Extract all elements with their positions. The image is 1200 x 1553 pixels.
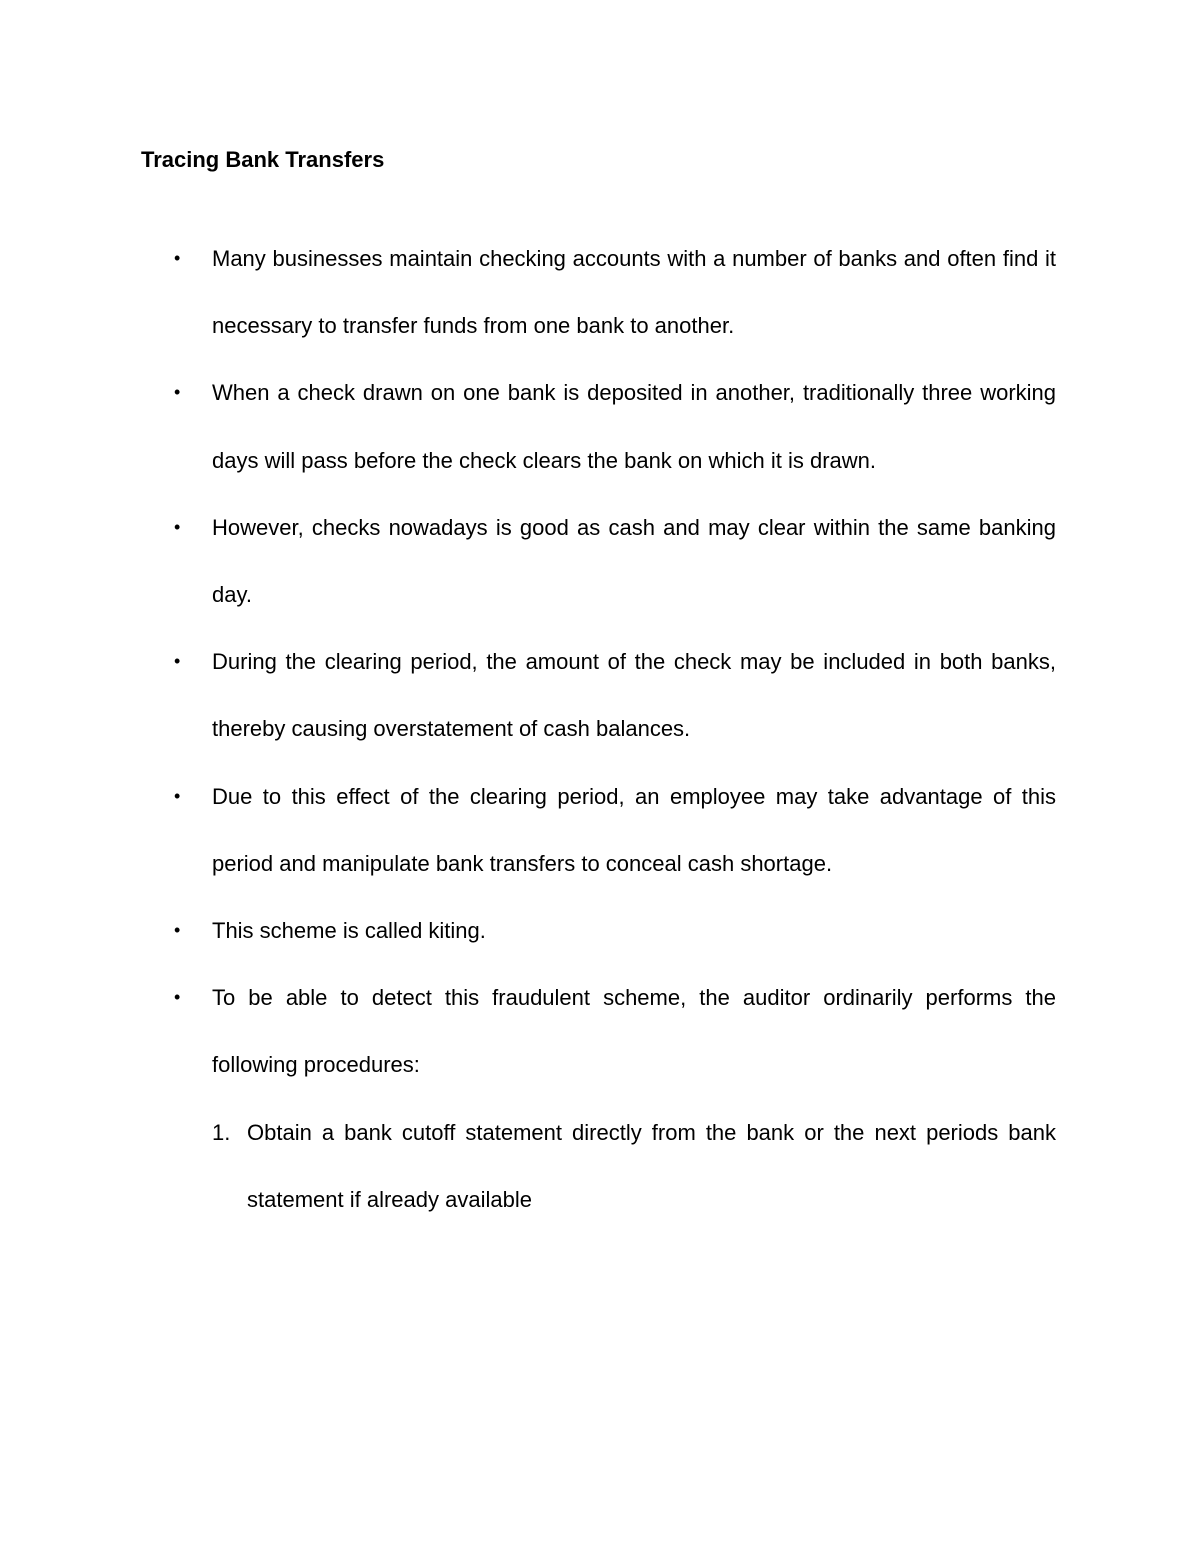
document-title: Tracing Bank Transfers — [141, 147, 385, 172]
procedure-number: 1. — [212, 1119, 231, 1145]
procedure-item-1 — [212, 1099, 1056, 1233]
bullet-item-6 — [174, 897, 1056, 964]
bullet-item-5 — [174, 763, 1056, 897]
bullet-icon: • — [174, 785, 181, 806]
bullet-item-1 — [174, 225, 1056, 359]
bullet-text: However, checks nowadays is good as cash and may clear within the same banking day. — [212, 514, 1056, 608]
bullet-icon: • — [174, 651, 181, 672]
bullet-text: Due to this effect of the clearing period, an employee may take advantage of this period and manipulate bank transfers to conceal cash shortage. — [212, 783, 1056, 876]
bullet-icon: • — [174, 987, 181, 1008]
bullet-icon: • — [174, 516, 181, 537]
procedure-list — [212, 1099, 1056, 1233]
bullet-icon: • — [174, 920, 181, 941]
procedure-text: Obtain a bank cutoff statement directly from the bank or the next periods bank statement if already available — [247, 1119, 1056, 1212]
bullet-item-3 — [174, 494, 1056, 628]
bullet-text: This scheme is called kiting. — [212, 918, 486, 944]
bullet-icon: • — [174, 248, 181, 268]
bullet-item-4 — [174, 628, 1056, 762]
bullet-text: To be able to detect this fraudulent scheme, the auditor ordinarily performs the following procedures: — [212, 985, 1056, 1078]
bullet-item-2 — [174, 359, 1056, 493]
bullet-item-7 — [174, 964, 1056, 1233]
bullet-text: Many businesses maintain checking accounts with a number of banks and often find it necessary to transfer funds from one bank to another. — [212, 246, 1056, 339]
bullet-list — [174, 225, 1056, 1233]
bullet-text: During the clearing period, the amount of the check may be included in both banks, thereby causing overstatement of cash balances. — [212, 649, 1056, 742]
bullet-icon: • — [174, 382, 181, 403]
bullet-text: When a check drawn on one bank is deposited in another, traditionally three working days will pass before the check clears the bank on which it is drawn. — [212, 380, 1056, 473]
